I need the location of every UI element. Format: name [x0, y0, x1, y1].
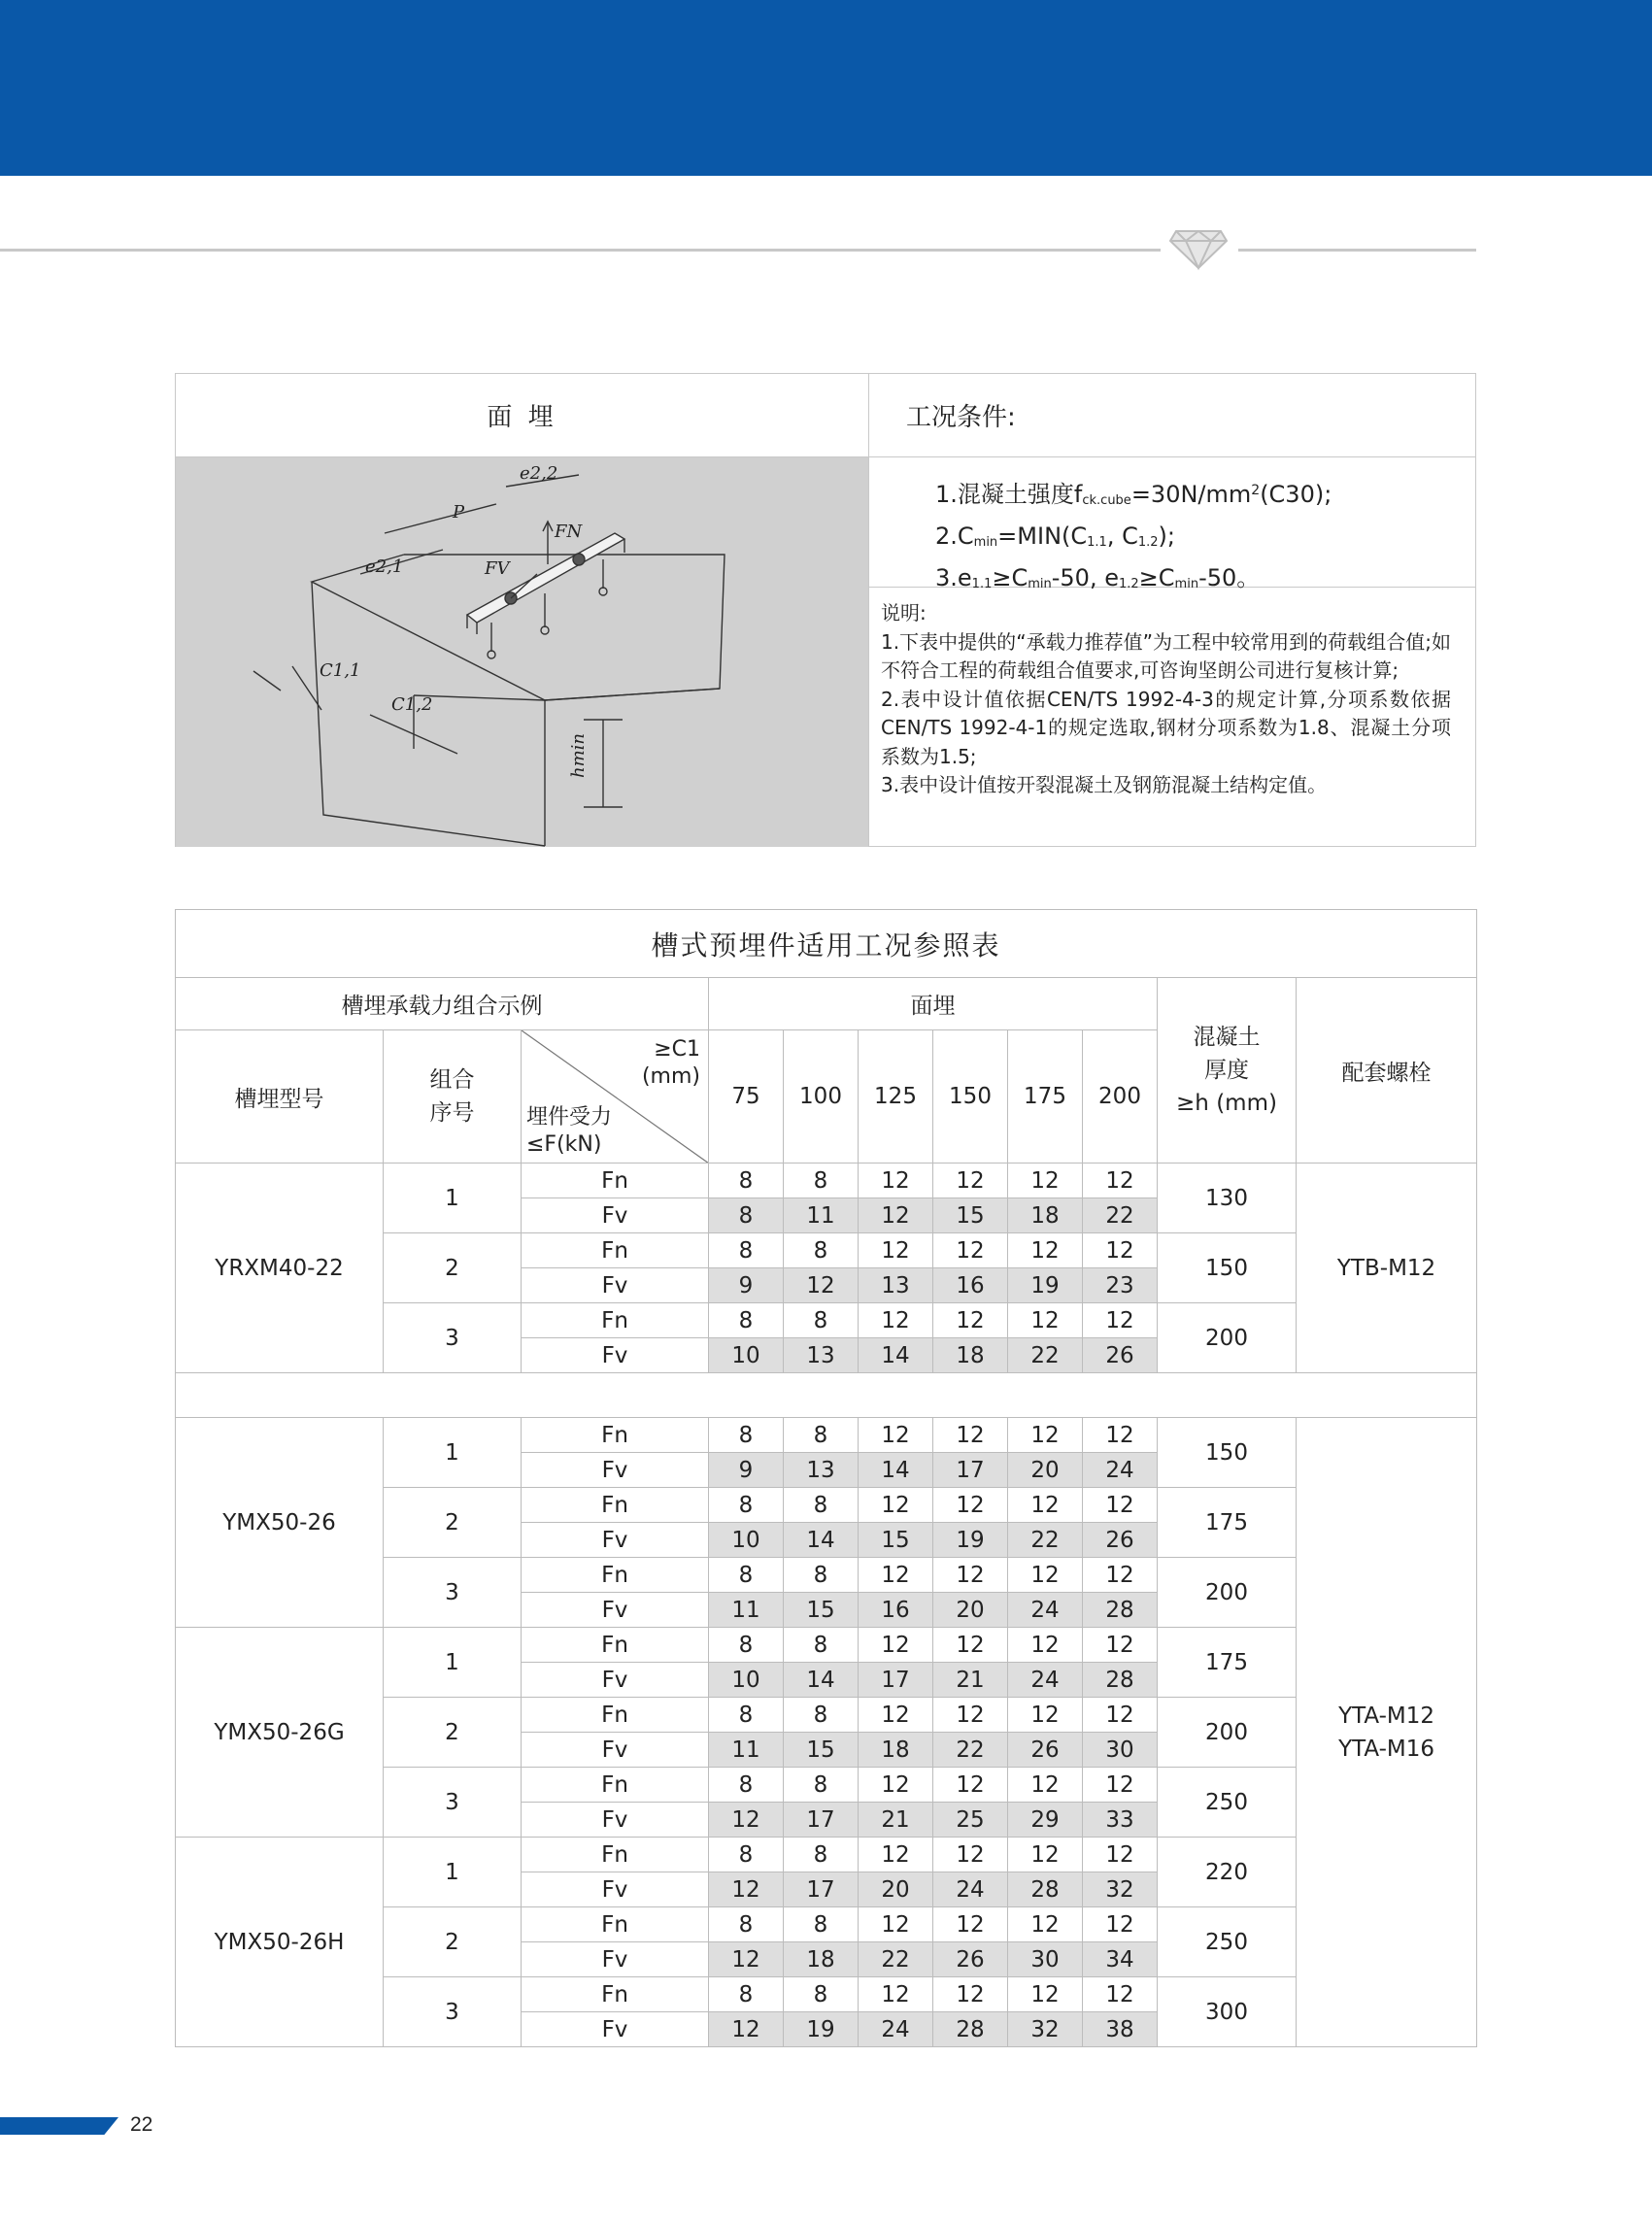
value-cell: 8 [784, 1768, 859, 1803]
value-cell: 17 [933, 1453, 1008, 1488]
condition-item-3: $3.e_{1.1}\ge C_{min}-50$, $e_{1.2}\ge C_{min}-50$。 [935, 564, 1261, 591]
value-cell: 12 [933, 1768, 1008, 1803]
value-cell: 8 [709, 1698, 784, 1733]
value-cell: 12 [709, 1803, 784, 1838]
seq-cell: 3 [384, 1303, 522, 1373]
value-cell: 15 [784, 1733, 859, 1768]
force-label: Fn [522, 1977, 709, 2012]
thickness-cell: 250 [1158, 1768, 1297, 1838]
conditions-title: 工况条件: [869, 374, 1476, 457]
bolt-ytb-m12: YTB-M12 [1297, 1164, 1477, 1373]
value-cell: 19 [1008, 1268, 1083, 1303]
value-cell: 12 [859, 1164, 933, 1198]
diamond-icon [1168, 227, 1229, 272]
header-type: 槽埋型号 [176, 1030, 384, 1164]
value-cell: 15 [859, 1523, 933, 1558]
value-cell: 20 [933, 1593, 1008, 1628]
force-label: Fv [522, 1803, 709, 1838]
value-cell: 26 [933, 1942, 1008, 1977]
value-cell: 28 [1008, 1872, 1083, 1907]
header-diagonal [522, 1030, 709, 1164]
value-cell: 12 [1008, 1164, 1083, 1198]
value-cell: 12 [1008, 1977, 1083, 2012]
force-label: Fn [522, 1558, 709, 1593]
value-cell: 12 [1083, 1977, 1158, 2012]
value-cell: 32 [1083, 1872, 1158, 1907]
c1-75: 75 [709, 1030, 784, 1164]
value-cell: 8 [784, 1838, 859, 1872]
header-c1: ≥C1 (mm) [641, 1037, 700, 1089]
value-cell: 12 [859, 1233, 933, 1268]
label-c11: C1,1 [320, 660, 361, 681]
value-cell: 12 [1083, 1907, 1158, 1942]
value-cell: 22 [859, 1942, 933, 1977]
value-cell: 17 [784, 1872, 859, 1907]
force-label: Fv [522, 1453, 709, 1488]
value-cell: 12 [1008, 1303, 1083, 1338]
value-cell: 15 [784, 1593, 859, 1628]
condition-item-1: 1.混凝土强度$f_{ck.cube}=30N/mm^2(C30)$; [935, 481, 1332, 508]
seq-cell: 1 [384, 1418, 522, 1488]
value-cell: 12 [1008, 1418, 1083, 1453]
value-cell: 22 [1083, 1198, 1158, 1233]
value-cell: 12 [933, 1164, 1008, 1198]
table-row [176, 1838, 1477, 1872]
value-cell: 26 [1008, 1733, 1083, 1768]
condition-panel [175, 373, 1476, 847]
value-cell: 12 [1083, 1488, 1158, 1523]
value-cell: 12 [784, 1268, 859, 1303]
value-cell: 30 [1083, 1733, 1158, 1768]
value-cell: 12 [933, 1628, 1008, 1663]
value-cell: 34 [1083, 1942, 1158, 1977]
value-cell: 8 [784, 1303, 859, 1338]
header-thickness: 混凝土 厚度 ≥h (mm) [1158, 978, 1297, 1164]
c1-150: 150 [933, 1030, 1008, 1164]
value-cell: 12 [709, 1872, 784, 1907]
force-label: Fv [522, 1338, 709, 1373]
value-cell: 26 [1083, 1338, 1158, 1373]
value-cell: 12 [859, 1628, 933, 1663]
value-cell: 8 [784, 1628, 859, 1663]
value-cell: 8 [709, 1977, 784, 2012]
force-label: Fn [522, 1418, 709, 1453]
seq-cell: 1 [384, 1838, 522, 1907]
force-label: Fn [522, 1488, 709, 1523]
header-bolt: 配套螺栓 [1297, 978, 1477, 1164]
header-rule-left [0, 249, 1161, 252]
value-cell: 9 [709, 1268, 784, 1303]
value-cell: 33 [1083, 1803, 1158, 1838]
value-cell: 14 [784, 1663, 859, 1698]
force-label: Fv [522, 1523, 709, 1558]
thickness-cell: 150 [1158, 1418, 1297, 1488]
value-cell: 12 [1083, 1233, 1158, 1268]
seq-cell: 2 [384, 1233, 522, 1303]
value-cell: 12 [933, 1233, 1008, 1268]
value-cell: 11 [784, 1198, 859, 1233]
value-cell: 12 [933, 1488, 1008, 1523]
seq-cell: 2 [384, 1698, 522, 1768]
note-3: 3.表中设计值按开裂混凝土及钢筋混凝土结构定值。 [881, 773, 1328, 796]
value-cell: 29 [1008, 1803, 1083, 1838]
value-cell: 15 [933, 1198, 1008, 1233]
value-cell: 16 [859, 1593, 933, 1628]
value-cell: 8 [709, 1303, 784, 1338]
value-cell: 25 [933, 1803, 1008, 1838]
value-cell: 12 [859, 1198, 933, 1233]
value-cell: 8 [709, 1198, 784, 1233]
label-e22: e2,2 [520, 463, 558, 484]
header-example: 槽埋承载力组合示例 [176, 978, 709, 1030]
force-label: Fv [522, 1872, 709, 1907]
value-cell: 21 [933, 1663, 1008, 1698]
force-label: Fv [522, 1942, 709, 1977]
value-cell: 13 [784, 1453, 859, 1488]
label-fn: FN [555, 522, 583, 542]
value-cell: 12 [933, 1838, 1008, 1872]
header-force: 埋件受力 ≤F(kN) [526, 1105, 613, 1157]
value-cell: 12 [1008, 1698, 1083, 1733]
reference-table-wrapper [175, 909, 1476, 2047]
seq-cell: 2 [384, 1488, 522, 1558]
value-cell: 18 [933, 1338, 1008, 1373]
header-seq: 组合 序号 [384, 1030, 522, 1164]
label-fv: FV [485, 558, 510, 579]
type-yrxm40-22: YRXM40-22 [176, 1164, 384, 1373]
value-cell: 12 [933, 1303, 1008, 1338]
installation-diagram [176, 457, 869, 847]
value-cell: 8 [709, 1488, 784, 1523]
value-cell: 11 [709, 1733, 784, 1768]
thickness-cell: 200 [1158, 1698, 1297, 1768]
value-cell: 12 [933, 1558, 1008, 1593]
thickness-cell: 130 [1158, 1164, 1297, 1233]
value-cell: 12 [1083, 1628, 1158, 1663]
value-cell: 12 [859, 1418, 933, 1453]
page-number: 22 [130, 2113, 153, 2136]
value-cell: 12 [1008, 1233, 1083, 1268]
spacer-cell [176, 1373, 1477, 1418]
value-cell: 12 [1083, 1698, 1158, 1733]
seq-cell: 3 [384, 1768, 522, 1838]
value-cell: 12 [859, 1838, 933, 1872]
value-cell: 24 [1008, 1663, 1083, 1698]
label-p: P [453, 502, 465, 523]
value-cell: 19 [784, 2012, 859, 2047]
value-cell: 11 [709, 1593, 784, 1628]
value-cell: 24 [859, 2012, 933, 2047]
value-cell: 19 [933, 1523, 1008, 1558]
thickness-cell: 200 [1158, 1558, 1297, 1628]
value-cell: 10 [709, 1338, 784, 1373]
seq-cell: 3 [384, 1977, 522, 2047]
value-cell: 23 [1083, 1268, 1158, 1303]
thickness-cell: 220 [1158, 1838, 1297, 1907]
value-cell: 12 [1008, 1768, 1083, 1803]
value-cell: 12 [709, 2012, 784, 2047]
value-cell: 8 [709, 1628, 784, 1663]
value-cell: 12 [1083, 1768, 1158, 1803]
header-mount: 面埋 [709, 978, 1158, 1030]
value-cell: 12 [859, 1907, 933, 1942]
value-cell: 21 [859, 1803, 933, 1838]
value-cell: 17 [859, 1663, 933, 1698]
value-cell: 30 [1008, 1942, 1083, 1977]
value-cell: 8 [784, 1907, 859, 1942]
thickness-cell: 200 [1158, 1303, 1297, 1373]
bolt-yta: YTA-M12 YTA-M16 [1297, 1418, 1477, 2047]
value-cell: 22 [933, 1733, 1008, 1768]
value-cell: 8 [784, 1698, 859, 1733]
notes-block [869, 588, 1476, 847]
condition-item-2: $2.C_{min}=MIN(C_{1.1}$, $C_{1.2}$); [935, 523, 1175, 550]
value-cell: 8 [784, 1418, 859, 1453]
value-cell: 8 [784, 1488, 859, 1523]
force-label: Fv [522, 1198, 709, 1233]
force-label: Fn [522, 1698, 709, 1733]
value-cell: 14 [859, 1453, 933, 1488]
value-cell: 12 [1008, 1488, 1083, 1523]
thickness-cell: 250 [1158, 1907, 1297, 1977]
value-cell: 12 [1083, 1838, 1158, 1872]
seq-cell: 1 [384, 1628, 522, 1698]
force-label: Fn [522, 1303, 709, 1338]
value-cell: 13 [784, 1338, 859, 1373]
value-cell: 16 [933, 1268, 1008, 1303]
note-2: 2.表中设计值依据CEN/TS 1992-4-3的规定计算,分项系数依据CEN/TS 1992-4-1的规定选取,钢材分项系数为1.8、混凝土分项系数为1.5; [881, 687, 1451, 768]
force-label: Fv [522, 1268, 709, 1303]
value-cell: 14 [784, 1523, 859, 1558]
value-cell: 12 [1083, 1558, 1158, 1593]
reference-table [175, 909, 1477, 2047]
force-label: Fv [522, 2012, 709, 2047]
force-label: Fn [522, 1628, 709, 1663]
seq-cell: 2 [384, 1907, 522, 1977]
c1-200: 200 [1083, 1030, 1158, 1164]
value-cell: 12 [1083, 1164, 1158, 1198]
seq-cell: 3 [384, 1558, 522, 1628]
force-label: Fn [522, 1164, 709, 1198]
value-cell: 8 [709, 1838, 784, 1872]
value-cell: 18 [859, 1733, 933, 1768]
value-cell: 12 [933, 1698, 1008, 1733]
value-cell: 28 [1083, 1593, 1158, 1628]
label-e21: e2,1 [365, 556, 404, 577]
value-cell: 24 [933, 1872, 1008, 1907]
value-cell: 18 [784, 1942, 859, 1977]
type-ymx50-26h: YMX50-26H [176, 1838, 384, 2047]
value-cell: 8 [784, 1558, 859, 1593]
value-cell: 12 [709, 1942, 784, 1977]
spacer-row [176, 1373, 1477, 1418]
value-cell: 20 [859, 1872, 933, 1907]
value-cell: 12 [1008, 1558, 1083, 1593]
value-cell: 8 [709, 1164, 784, 1198]
value-cell: 12 [1083, 1418, 1158, 1453]
force-label: Fn [522, 1907, 709, 1942]
notes-title: 说明: [881, 601, 927, 624]
force-label: Fv [522, 1733, 709, 1768]
value-cell: 22 [1008, 1523, 1083, 1558]
value-cell: 13 [859, 1268, 933, 1303]
value-cell: 18 [1008, 1198, 1083, 1233]
c1-125: 125 [859, 1030, 933, 1164]
force-label: Fv [522, 1593, 709, 1628]
value-cell: 12 [859, 1488, 933, 1523]
value-cell: 8 [709, 1558, 784, 1593]
thickness-cell: 150 [1158, 1233, 1297, 1303]
value-cell: 10 [709, 1523, 784, 1558]
thickness-cell: 175 [1158, 1488, 1297, 1558]
c1-175: 175 [1008, 1030, 1083, 1164]
value-cell: 12 [859, 1698, 933, 1733]
value-cell: 12 [859, 1977, 933, 2012]
value-cell: 12 [933, 1418, 1008, 1453]
value-cell: 28 [1083, 1663, 1158, 1698]
value-cell: 8 [709, 1233, 784, 1268]
c1-100: 100 [784, 1030, 859, 1164]
value-cell: 12 [859, 1768, 933, 1803]
thickness-cell: 300 [1158, 1977, 1297, 2047]
concrete-block-drawing [176, 457, 869, 847]
table-row [176, 1628, 1477, 1663]
table-title: 槽式预埋件适用工况参照表 [176, 910, 1477, 978]
value-cell: 12 [859, 1303, 933, 1338]
mount-type-title: 面 埋 [176, 374, 869, 457]
page-tab-marker [0, 2117, 118, 2135]
value-cell: 8 [784, 1233, 859, 1268]
value-cell: 24 [1083, 1453, 1158, 1488]
value-cell: 10 [709, 1663, 784, 1698]
value-cell: 8 [709, 1418, 784, 1453]
seq-cell: 1 [384, 1164, 522, 1233]
header-band [0, 0, 1652, 176]
force-label: Fn [522, 1768, 709, 1803]
value-cell: 12 [1008, 1838, 1083, 1872]
thickness-cell: 175 [1158, 1628, 1297, 1698]
value-cell: 9 [709, 1453, 784, 1488]
value-cell: 12 [1083, 1303, 1158, 1338]
value-cell: 38 [1083, 2012, 1158, 2047]
value-cell: 12 [859, 1558, 933, 1593]
type-ymx50-26: YMX50-26 [176, 1418, 384, 1628]
value-cell: 32 [1008, 2012, 1083, 2047]
value-cell: 8 [784, 1977, 859, 2012]
type-ymx50-26g: YMX50-26G [176, 1628, 384, 1838]
value-cell: 14 [859, 1338, 933, 1373]
header-rule-right [1238, 249, 1476, 252]
table-row [176, 1164, 1477, 1198]
label-c12: C1,2 [391, 694, 433, 715]
value-cell: 17 [784, 1803, 859, 1838]
value-cell: 12 [1008, 1907, 1083, 1942]
value-cell: 22 [1008, 1338, 1083, 1373]
force-label: Fn [522, 1233, 709, 1268]
value-cell: 20 [1008, 1453, 1083, 1488]
value-cell: 12 [1008, 1628, 1083, 1663]
value-cell: 24 [1008, 1593, 1083, 1628]
note-1: 1.下表中提供的“承载力推荐值”为工程中较常用到的荷载组合值;如不符合工程的荷载组合值要求,可咨询坚朗公司进行复核计算; [881, 629, 1451, 682]
conditions-list [869, 457, 1476, 591]
value-cell: 26 [1083, 1523, 1158, 1558]
force-label: Fv [522, 1663, 709, 1698]
value-cell: 8 [709, 1768, 784, 1803]
table-row [176, 1418, 1477, 1453]
value-cell: 28 [933, 2012, 1008, 2047]
force-label: Fn [522, 1838, 709, 1872]
value-cell: 12 [933, 1977, 1008, 2012]
label-hmin: hmin [568, 732, 589, 778]
value-cell: 8 [784, 1164, 859, 1198]
value-cell: 12 [933, 1907, 1008, 1942]
value-cell: 8 [709, 1907, 784, 1942]
